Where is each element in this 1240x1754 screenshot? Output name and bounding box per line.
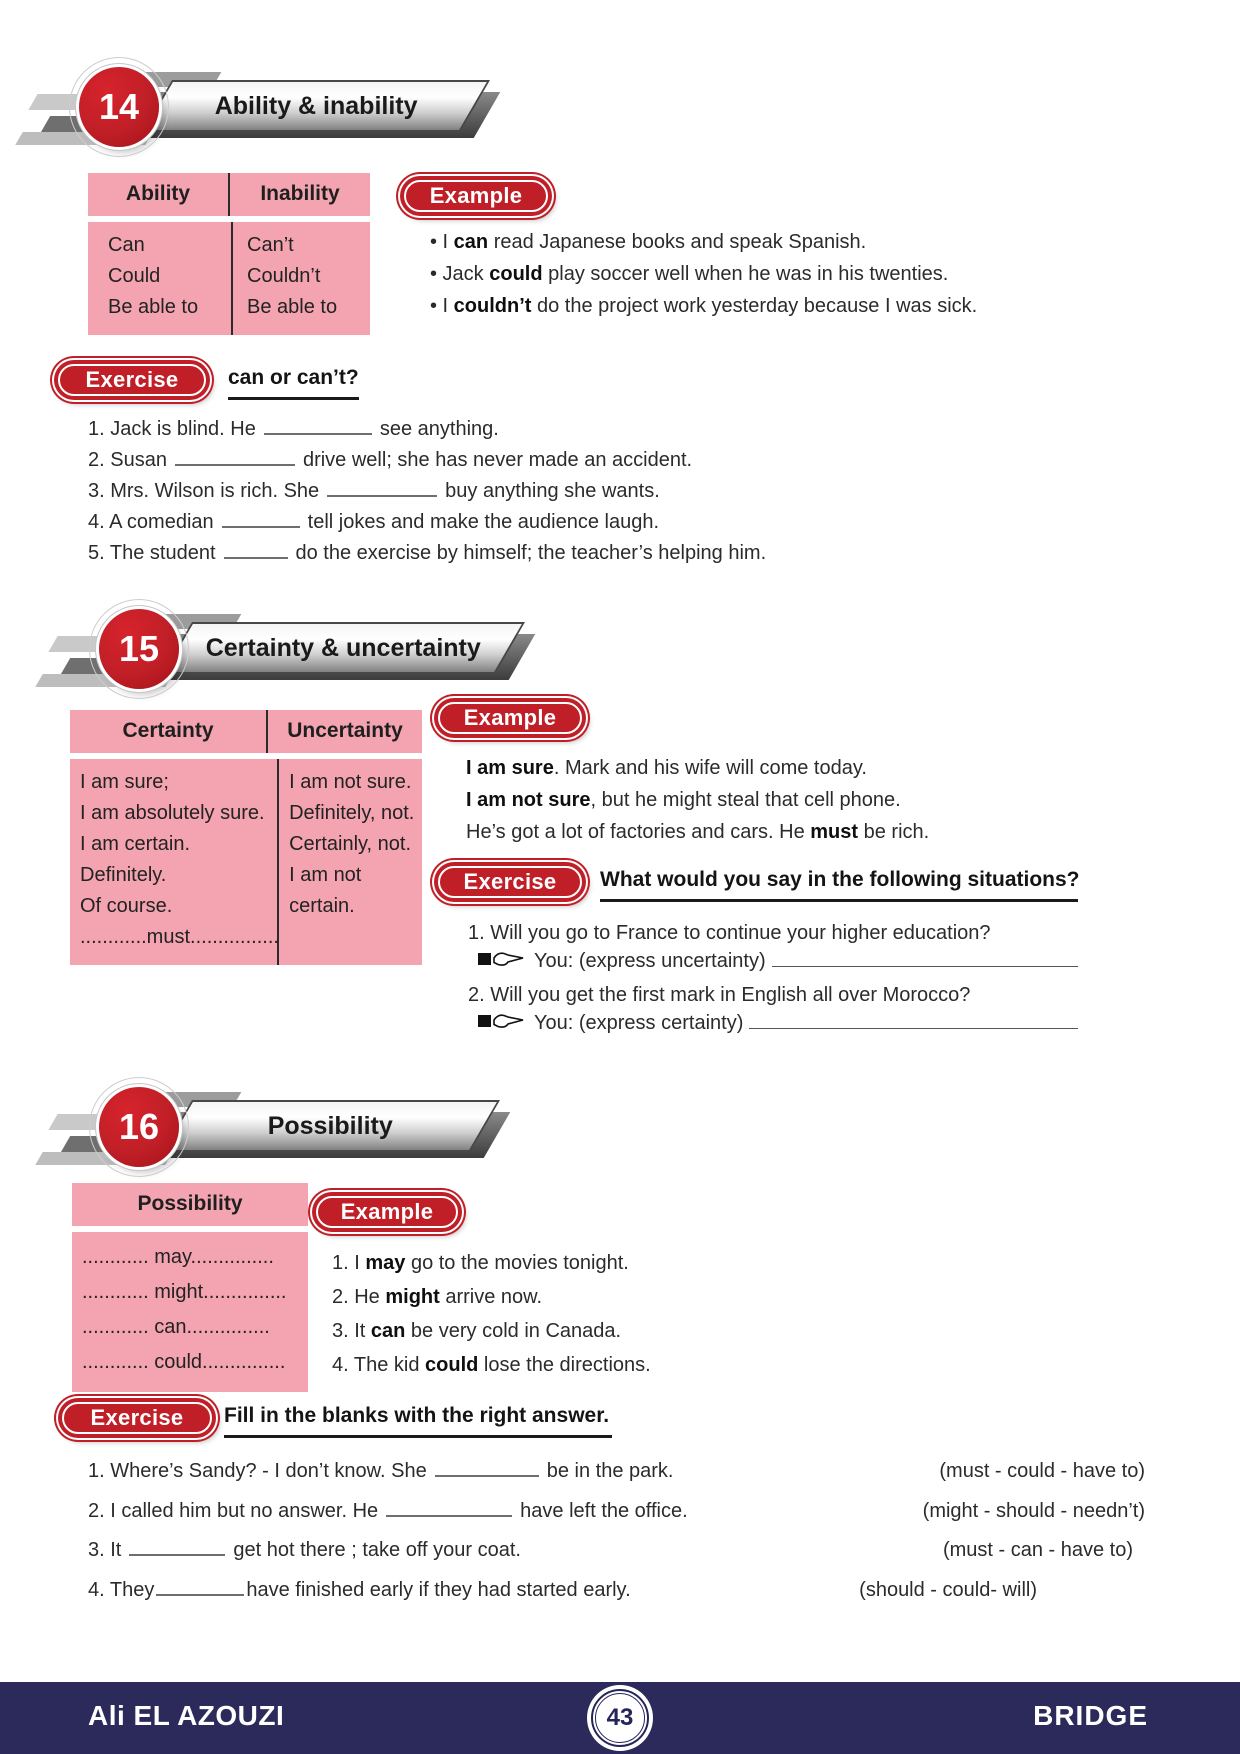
blank-line (222, 513, 300, 528)
exercise-label: Exercise (463, 869, 557, 894)
example-badge (312, 1192, 462, 1232)
table-cell: Be able to (108, 296, 199, 318)
table-cell: I am not certain. (289, 864, 362, 917)
section-number: 15 (118, 628, 160, 669)
example-badge (434, 698, 586, 738)
exercise-title: What would you say in the following situations? (600, 868, 1078, 902)
section-title: Ability & inability (214, 91, 418, 120)
example-line: 4. The kid could lose the directions. (332, 1354, 651, 1376)
blank-line (772, 952, 1078, 967)
table-cell: Can (108, 234, 145, 256)
pointer-hand-icon (478, 950, 524, 974)
blank-line (129, 1541, 225, 1556)
exercise-title: can or can’t? (228, 366, 359, 400)
table-cell: I am certain. (80, 833, 191, 855)
exercise-title: Fill in the blanks with the right answer. (224, 1404, 612, 1438)
footer-brand: BRIDGE (1033, 1700, 1148, 1731)
table-cell: I am absolutely sure. (80, 802, 265, 824)
exercise-badge (434, 862, 586, 902)
example-list (466, 752, 929, 848)
exercise-item: 2. I called him but no answer. He have left the office. (might - should - needn’t) (88, 1492, 1145, 1532)
table-header-row (72, 1183, 308, 1226)
exercise-answer-row (478, 1012, 1078, 1036)
table-header-cell: Uncertainty (287, 719, 403, 742)
table-cell: ............ might............... (82, 1281, 287, 1303)
table-cell: ............ could............... (82, 1351, 286, 1373)
section-number-badge (99, 1087, 179, 1167)
exercise-items (88, 414, 766, 569)
example-line: • I couldn’t do the project work yesterday because I was sick. (430, 295, 978, 317)
exercise-question: 1. Will you go to France to continue your higher education? (468, 922, 991, 944)
table-cell: ............ may............... (82, 1246, 274, 1268)
exercise-label: Exercise (85, 367, 179, 392)
page-number-badge (591, 1689, 649, 1747)
table-cell: Certainly, not. (289, 833, 412, 855)
blank-line (749, 1014, 1078, 1029)
table-header-row (70, 710, 422, 753)
example-label: Example (463, 705, 557, 730)
table-column-uncertainty (279, 759, 422, 965)
table-body (88, 222, 370, 335)
exercise-item: 3. Mrs. Wilson is rich. She buy anything she wants. (88, 480, 660, 502)
banner-bar (162, 1100, 500, 1152)
exercise-item: 3. It get hot there ; take off your coat. (must - can - have to) (88, 1531, 1145, 1571)
table-header-row (88, 173, 370, 216)
section-number-badge (99, 609, 179, 689)
exercise-item: 1. Jack is blind. He see anything. (88, 418, 499, 440)
example-line: He’s got a lot of factories and cars. He must be rich. (466, 821, 930, 843)
exercise-answer-row (478, 950, 1078, 974)
options-text: (must - can - have to) (942, 1539, 1133, 1561)
blank-line (327, 482, 437, 497)
blank-line (175, 451, 295, 466)
table-cell: I am not sure. (289, 771, 412, 793)
table-column-ability (88, 222, 233, 335)
blank-line (156, 1581, 244, 1596)
section-number: 16 (118, 1106, 160, 1147)
example-line: 1. I may go to the movies tonight. (332, 1252, 629, 1274)
exercise-item: 1. Where’s Sandy? - I don’t know. She be in the park. (must - could - have to) (88, 1452, 1145, 1492)
table-header-cell: Ability (88, 173, 230, 216)
table-header-cell: Inability (260, 182, 340, 205)
table-cell: I am sure; (80, 771, 169, 793)
exercise-items (88, 1452, 1145, 1610)
blank-line (264, 420, 372, 435)
ability-table (88, 173, 370, 335)
exercise-item: 2. Susan drive well; she has never made an accident. (88, 449, 693, 471)
blank-line (224, 544, 288, 559)
exercise-label: Exercise (90, 1405, 184, 1430)
table-cell: Of course. (80, 895, 173, 917)
blank-line (386, 1502, 512, 1517)
options-text: (should - could- will) (859, 1578, 1037, 1601)
footer-bar (0, 1682, 1240, 1754)
options-text: (must - could - have to) (939, 1460, 1145, 1482)
table-column-certainty (70, 759, 279, 965)
answer-label: You: (express certainty) (534, 1012, 744, 1034)
section-title: Possibility (268, 1111, 394, 1140)
example-list (332, 1246, 651, 1382)
example-list (430, 226, 977, 322)
table-body (70, 759, 422, 965)
section-16-banner (55, 1086, 485, 1176)
table-cell: Could (108, 265, 161, 287)
exercise-item: 4. A comedian tell jokes and make the audience laugh. (88, 511, 660, 533)
table-cell: Be able to (247, 296, 338, 318)
example-line: • Jack could play soccer well when he was in his twenties. (430, 263, 949, 285)
options-text: (might - should - needn’t) (922, 1499, 1145, 1522)
example-label: Example (340, 1199, 434, 1224)
exercise-item: 5. The student do the exercise by himself; the teacher’s helping him. (88, 542, 767, 564)
section-title: Certainty & uncertainty (205, 633, 482, 662)
table-header-cell: Possibility (137, 1192, 243, 1215)
blank-line (435, 1462, 539, 1477)
example-line: I am not sure, but he might steal that cell phone. (466, 789, 901, 811)
table-cell: Couldn’t (247, 265, 321, 287)
exercise-badge (54, 360, 210, 400)
table-cell: ............ can............... (82, 1316, 270, 1338)
table-cell: Definitely, not. (289, 802, 415, 824)
section-number-badge (79, 67, 159, 147)
section-15-banner (55, 608, 510, 698)
exercise-item: 4. They have finished early if they had started early. (should - could- will) (88, 1571, 1145, 1611)
banner-bar (162, 622, 525, 674)
table-cell: Definitely. (80, 864, 167, 886)
example-line: 2. He might arrive now. (332, 1286, 543, 1308)
table-column-inability (233, 222, 370, 335)
answer-label: You: (express uncertainty) (534, 950, 766, 972)
example-line: I am sure. Mark and his wife will come today. (466, 757, 867, 779)
banner-bar (142, 80, 490, 132)
exercise-question: 2. Will you get the first mark in English all over Morocco? (468, 984, 971, 1006)
pointer-hand-icon (478, 1012, 524, 1036)
example-label: Example (429, 183, 523, 208)
example-line: 3. It can be very cold in Canada. (332, 1320, 622, 1342)
table-body (72, 1232, 308, 1392)
section-number: 14 (98, 86, 140, 127)
page-number: 43 (606, 1704, 634, 1731)
certainty-table (70, 710, 422, 965)
section-14-banner (35, 66, 475, 156)
table-cell: ............must................ (80, 926, 279, 948)
table-cell: Can’t (247, 234, 294, 256)
possibility-table (72, 1183, 308, 1392)
table-column-possibility (72, 1232, 308, 1392)
footer-author: Ali EL AZOUZI (88, 1700, 285, 1731)
example-badge (400, 176, 552, 216)
example-line: • I can read Japanese books and speak Spanish. (430, 231, 867, 253)
table-header-cell: Certainty (70, 710, 268, 753)
exercise-badge (58, 1398, 216, 1438)
